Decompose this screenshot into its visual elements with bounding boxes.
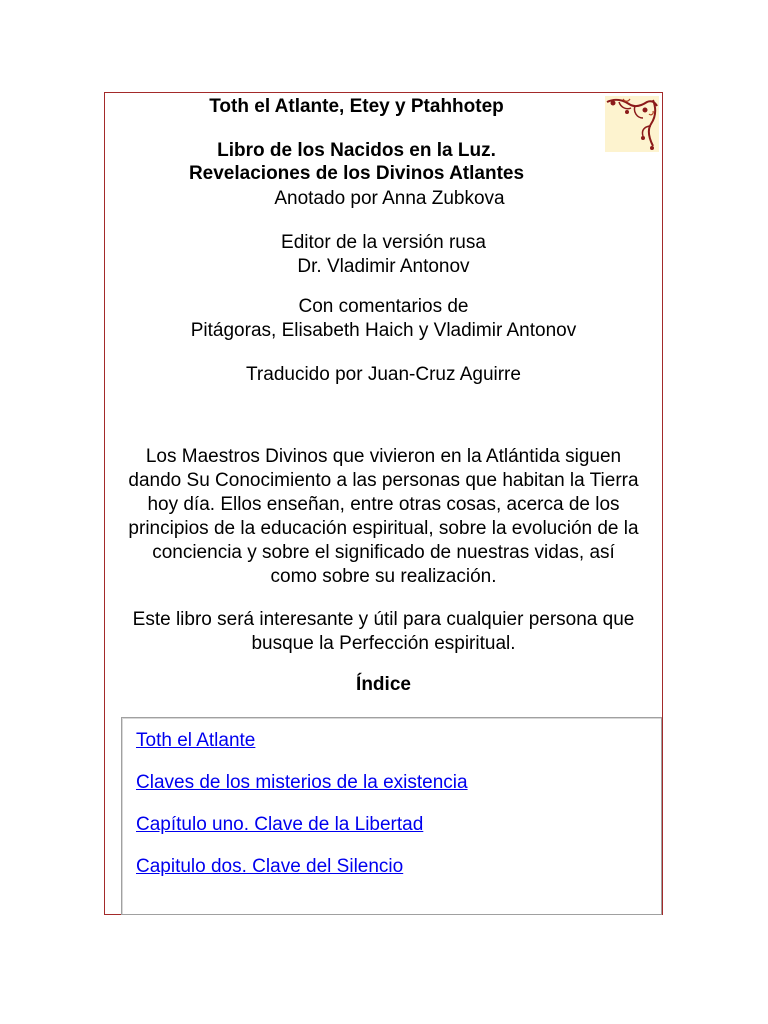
paragraph-line: conciencia y sobre el significado de nuestras vidas, así bbox=[152, 542, 615, 563]
comments-line-1: Con comentarios de bbox=[298, 296, 469, 317]
paragraph-line: principios de la educación espiritual, sobre la evolución de la bbox=[128, 518, 639, 539]
document-frame bbox=[104, 92, 663, 915]
editor-line-1: Editor de la versión rusa bbox=[281, 232, 486, 253]
index-link-toth-el-atlante[interactable]: Toth el Atlante bbox=[136, 730, 256, 751]
intro-paragraph bbox=[115, 445, 652, 589]
annotated-by: Anotado por Anna Zubkova bbox=[274, 188, 505, 209]
title-line-2: Revelaciones de los Divinos Atlantes bbox=[188, 163, 525, 184]
title-authors: Toth el Atlante, Etey y Ptahhotep bbox=[209, 96, 504, 117]
translator: Traducido por Juan-Cruz Aguirre bbox=[246, 364, 521, 385]
index-link-capitulo-uno[interactable]: Capítulo uno. Clave de la Libertad bbox=[136, 814, 424, 835]
paragraph-line: dando Su Conocimiento a las personas que habitan la Tierra bbox=[128, 470, 639, 491]
summary-paragraph bbox=[115, 608, 652, 656]
index-heading: Índice bbox=[356, 674, 411, 695]
comments-line-2: Pitágoras, Elisabeth Haich y Vladimir Antonov bbox=[190, 320, 577, 341]
index-box bbox=[121, 717, 662, 915]
paragraph-line: como sobre su realización. bbox=[270, 566, 497, 587]
index-link-capitulo-dos[interactable]: Capitulo dos. Clave del Silencio bbox=[136, 856, 404, 877]
paragraph-line: hoy día. Ellos enseñan, entre otras cosas, acerca de los bbox=[147, 494, 620, 515]
paragraph-line: Los Maestros Divinos que vivieron en la Atlántida siguen bbox=[145, 446, 622, 467]
title-line-1: Libro de los Nacidos en la Luz. bbox=[217, 140, 496, 161]
editor-line-2: Dr. Vladimir Antonov bbox=[297, 256, 470, 277]
index-link-claves-misterios[interactable]: Claves de los misterios de la existencia bbox=[136, 772, 468, 793]
paragraph-line: busque la Perfección espiritual. bbox=[251, 633, 516, 654]
paragraph-line: Este libro será interesante y útil para cualquier persona que bbox=[132, 609, 635, 630]
